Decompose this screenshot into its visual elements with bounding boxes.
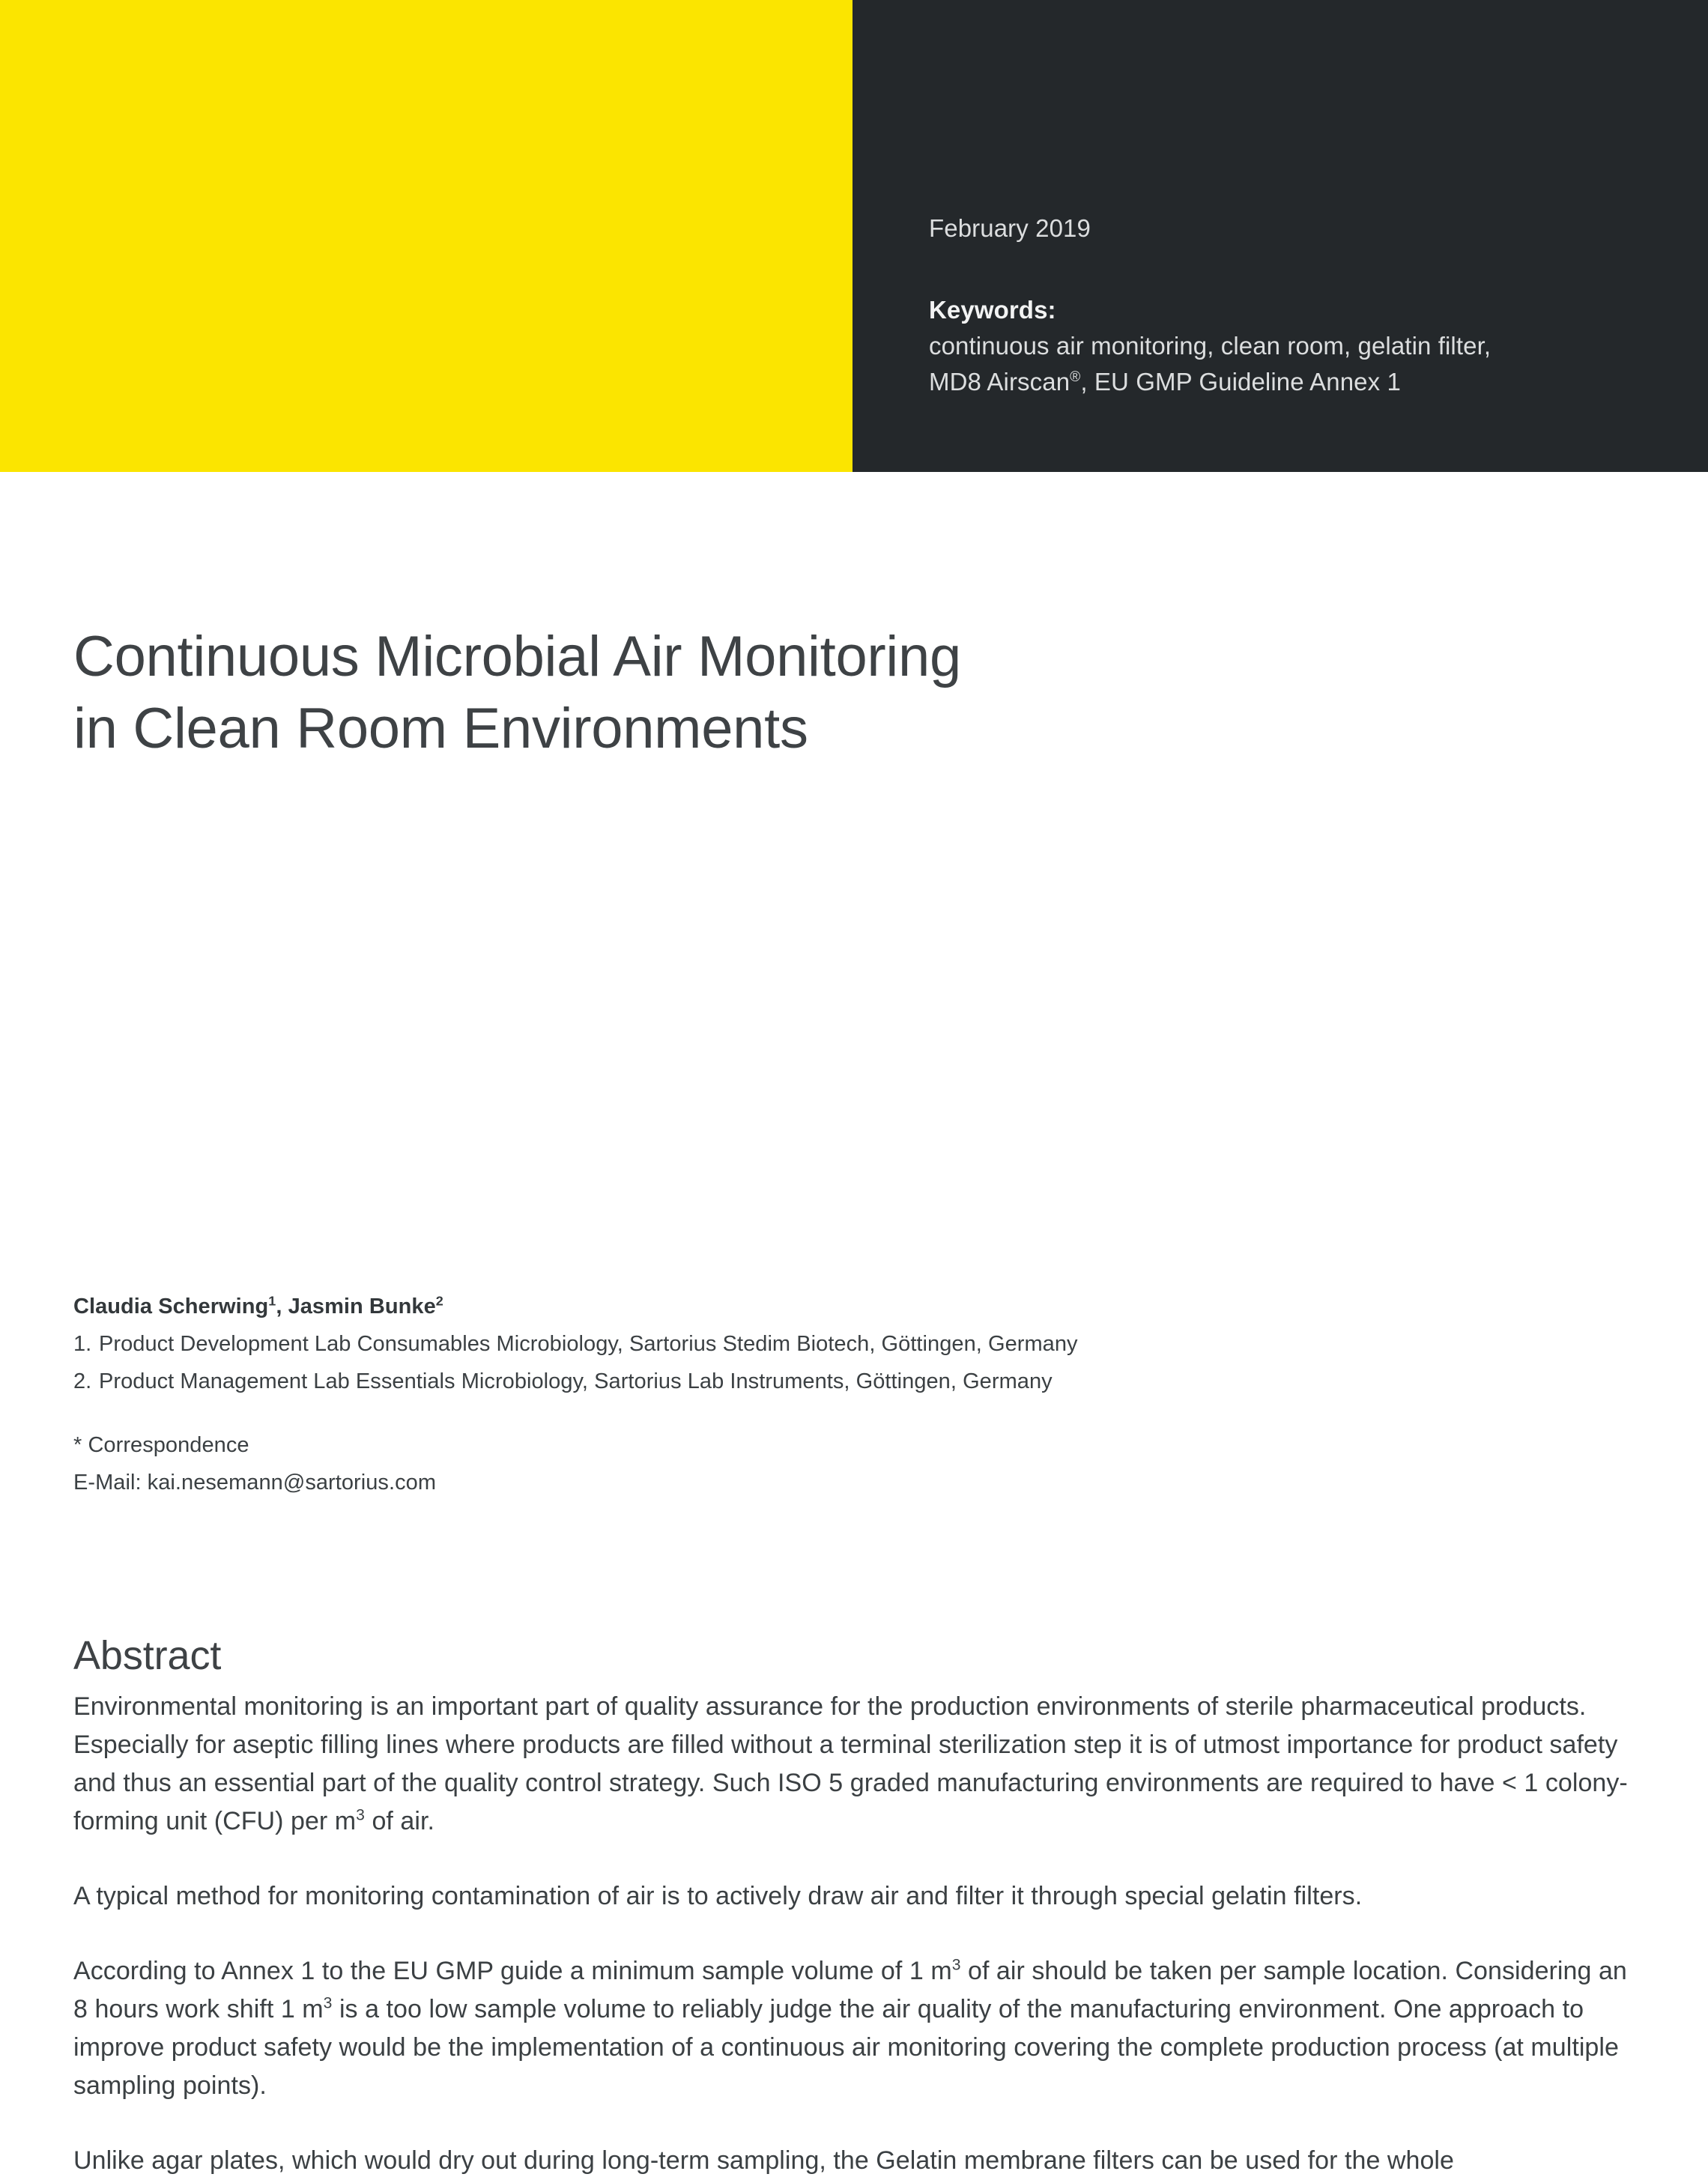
author-2-affiliation-marker: 2: [435, 1293, 443, 1309]
authors-block: [73, 1288, 1572, 1400]
cubic-meter-exponent: 3: [323, 1994, 333, 2012]
author-names: [73, 1288, 1572, 1325]
abstract-paragraph-1: [73, 1688, 1643, 1841]
publication-date: February 2019: [929, 214, 1091, 242]
keywords-line-2-remainder: , EU GMP Guideline Annex 1: [1080, 368, 1401, 396]
affiliation-row: [73, 1325, 1572, 1363]
keywords-block: [929, 292, 1633, 400]
abstract-paragraph-3: [73, 1952, 1643, 2105]
author-name-1: Claudia Scherwing: [73, 1295, 269, 1318]
abstract-paragraph-2: A typical method for monitoring contamination of air is to actively draw air and filter it through special gelatin filters.: [73, 1882, 1363, 1910]
abstract-paragraph-4: Unlike agar plates, which would dry out during long-term sampling, the Gelatin membrane filters can be used for the whole: [73, 2146, 1454, 2175]
affiliation-text: Product Management Lab Essentials Microbiology, Sartorius Lab Instruments, Göttingen, Germany: [99, 1369, 1053, 1393]
keywords-line-2: [929, 364, 1633, 400]
keywords-line-1: continuous air monitoring, clean room, gelatin filter,: [929, 332, 1492, 360]
author-name-2: Jasmin Bunke: [288, 1295, 436, 1318]
page-title-line-1: Continuous Microbial Air Monitoring: [73, 624, 961, 688]
abstract-body: [73, 1688, 1643, 2180]
author-1-affiliation-marker: 1: [268, 1293, 276, 1309]
abstract-paragraph-3-text-a: According to Annex 1 to the EU GMP guide a minimum sample volume of 1 m: [73, 1957, 952, 1985]
affiliation-number: 2.: [73, 1369, 92, 1393]
keywords-product-name: MD8 Airscan: [929, 368, 1070, 396]
affiliation-row: [73, 1363, 1572, 1400]
cubic-meter-exponent: 3: [356, 1806, 365, 1824]
page-header-band: [0, 0, 1708, 472]
abstract-paragraph-3-text-c: is a too low sample volume to reliably judge the air quality of the manufacturing environment. One approach to improve product safety would be the implementation of a continuous air monitoring covering the complete production process (at multiple sampling points).: [73, 1995, 1619, 2100]
abstract-paragraph-1-text-a: Environmental monitoring is an important part of quality assurance for the production environments of sterile pharmaceutical products. Especially for aseptic filling lines where products are filled without a terminal sterilization step it is of utmost importance for product safety and thus an essential part of the quality control strategy. Such ISO 5 graded manufacturing environments are required to have < 1 colony-forming unit (CFU) per m: [73, 1692, 1628, 1835]
page-title-line-2: in Clean Room Environments: [73, 696, 808, 760]
author-name-separator: ,: [276, 1295, 288, 1318]
abstract-heading: Abstract: [73, 1632, 222, 1678]
abstract-paragraph-3-text-b: of air should be taken per sample location. Considering an 8 hours work shift 1 m: [73, 1957, 1627, 2023]
keywords-label: Keywords:: [929, 296, 1056, 324]
registered-trademark-icon: ®: [1070, 369, 1081, 385]
affiliation-number: 1.: [73, 1332, 92, 1356]
page-title: [73, 621, 1572, 765]
header-dark-block: [853, 0, 1708, 472]
correspondence-block: [73, 1426, 1122, 1501]
correspondence-email[interactable]: E-Mail: kai.nesemann@sartorius.com: [73, 1471, 437, 1495]
abstract-paragraph-1-text-b: of air.: [364, 1807, 434, 1835]
affiliation-text: Product Development Lab Consumables Microbiology, Sartorius Stedim Biotech, Göttingen, Germany: [99, 1332, 1078, 1356]
header-yellow-block: [0, 0, 853, 472]
cubic-meter-exponent: 3: [951, 1956, 961, 1974]
correspondence-label: * Correspondence: [73, 1433, 249, 1457]
